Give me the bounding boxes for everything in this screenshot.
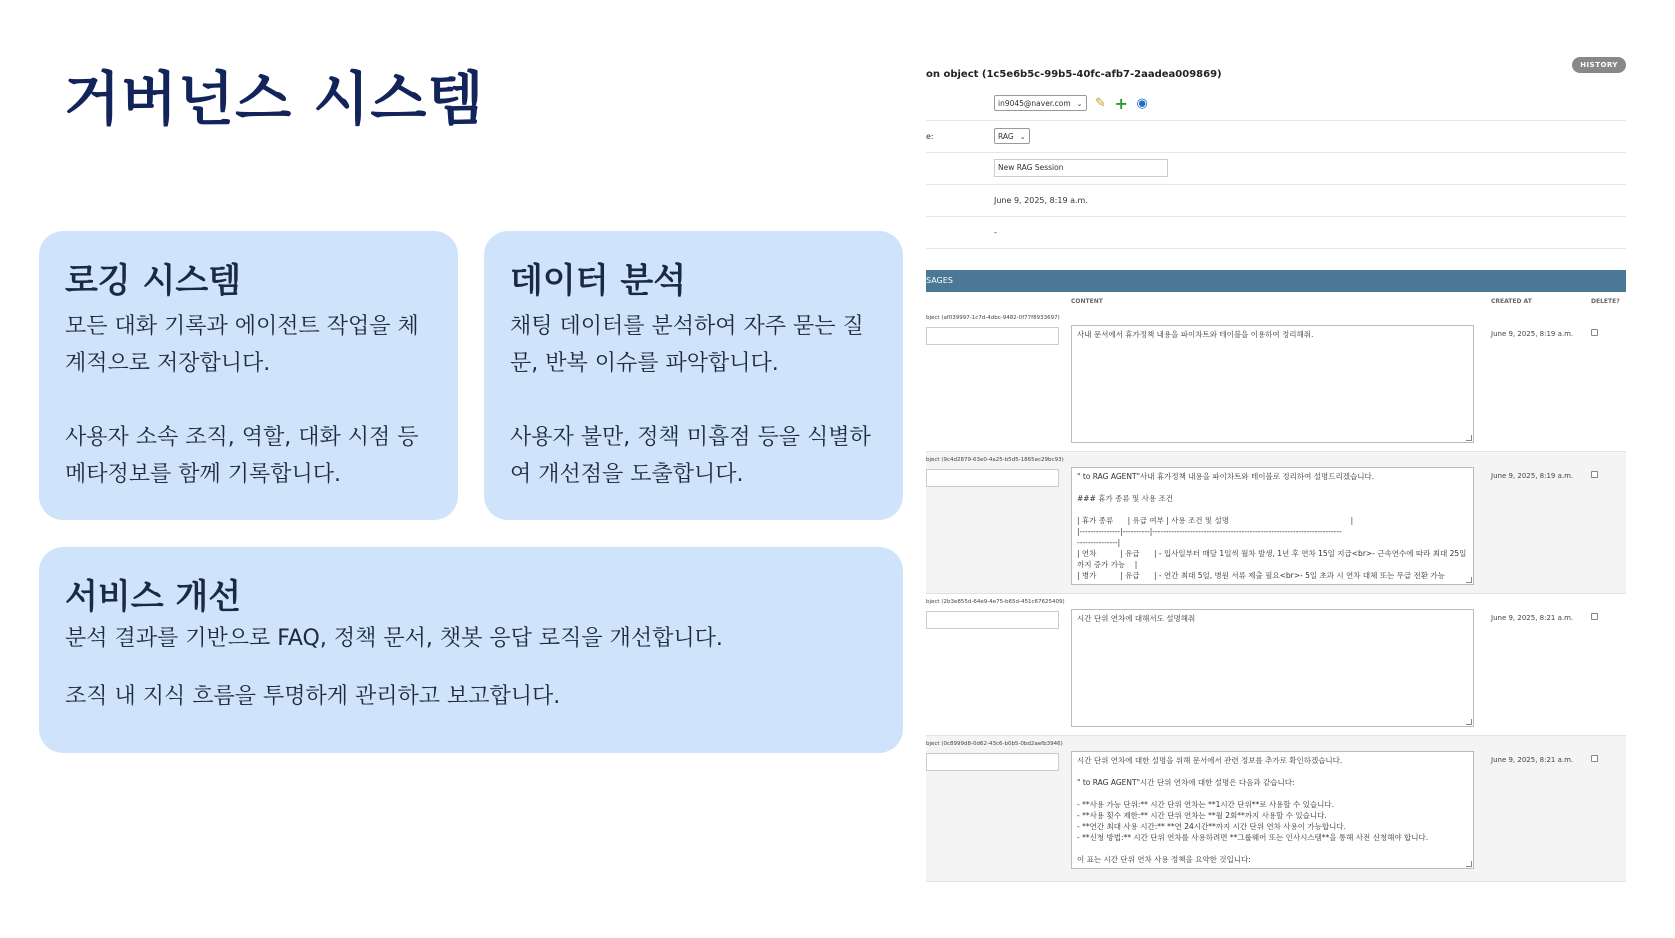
session-title-input[interactable]: New RAG Session [994,159,1168,177]
service-card-text-2: 조직 내 지식 흐름을 투명하게 관리하고 보고합니다. [65,684,561,709]
analysis-card [484,231,903,520]
message-role-input[interactable] [926,611,1059,629]
message-created-at: June 9, 2025, 8:19 a.m. [1491,330,1574,338]
message-id: bject (2b3e855d-64e9-4e75-b65d-451c67625409) [926,599,1065,605]
type-select[interactable]: RAG ⌄ [994,128,1030,144]
message-id: bject (af039997-1c7d-4dbc-9482-0f77f8933697) [926,315,1060,321]
analysis-card-text-2: 사용자 불만, 정책 미흡점 등을 식별하여 개선점을 도출합니다. [510,425,871,487]
delete-column-header: DELETE? [1591,298,1620,305]
type-row [926,121,1626,153]
message-row [926,452,1626,594]
message-content-textarea[interactable]: " to RAG AGENT"사내 휴가정책 내용을 파이차트와 테이블로 정리하여 설명드리겠습니다. ### 휴가 종류 및 사용 조건 | 휴가 종류 | 유급 여부 | 사용 조건 및 설명 | |---------------|----------|---------------------------------------------------------------------- ---------------| | 연차 | 유급 | - 입사일부터 매달 1일씩 월차 발생, 1년 후 연차 15일 지급<br>- 근속연수에 따라 최대 25일까지 증가 가능 | | 병가 | 유급 | - 연간 최대 5일, 병원 서류 제출 필요<br>- 5일 초과 시 연차 대체 또는 무급 전환 가능 [1071,467,1474,585]
message-created-at: June 9, 2025, 8:19 a.m. [1491,472,1574,480]
admin-screenshot [926,52,1626,882]
message-row [926,736,1626,882]
message-delete-checkbox[interactable] [1591,471,1598,478]
message-content-textarea[interactable]: 시간 단위 연차에 대해서도 설명해줘 [1071,609,1474,727]
service-card-title: 서비스 개선 [65,577,242,617]
message-row [926,594,1626,736]
user-select[interactable]: in9045@naver.com ⌄ [994,95,1087,111]
edit-pencil-icon[interactable]: ✎ [1095,96,1106,111]
add-plus-icon[interactable]: + [1114,94,1128,113]
created-row [926,185,1626,217]
dash-row [926,217,1626,249]
created-date: June 9, 2025, 8:19 a.m. [994,196,1088,205]
message-content-textarea[interactable]: 사내 문서에서 휴가정책 내용을 파이차트와 테이블을 이용하여 정리해줘. [1071,325,1474,443]
analysis-card-title: 데이터 분석 [510,261,687,301]
message-role-input[interactable] [926,469,1059,487]
logging-card-title: 로깅 시스템 [65,261,242,301]
view-eye-icon[interactable]: ◉ [1136,96,1148,111]
message-id: bject (0c8999d8-0d62-43c6-b0b5-0bd2aefb3946) [926,741,1063,747]
created-at-column-header: CREATED AT [1491,298,1532,305]
message-delete-checkbox[interactable] [1591,329,1598,336]
message-role-input[interactable] [926,753,1059,771]
analysis-card-text-1: 채팅 데이터를 분석하여 자주 묻는 질문, 반복 이슈를 파악합니다. [510,314,864,376]
service-card [39,547,903,753]
dash-value: - [994,228,997,237]
message-delete-checkbox[interactable] [1591,755,1598,762]
logging-card [39,231,458,520]
message-content-textarea[interactable]: 시간 단위 연차에 대한 설명을 위해 문서에서 관련 정보를 추가로 확인하겠습니다. " to RAG AGENT"시간 단위 연차에 대한 설명은 다음과 같습니다: - **사용 가능 단위:** 시간 단위 연차는 **1시간 단위**로 사용할 수 있습니다. - **사용 횟수 제한:** 시간 단위 연차는 **월 2회**까지 사용할 수 있습니다. - **연간 최대 사용 시간:** **연 24시간**까지 시간 단위 연차 사용이 가능합니다. - **신청 방법:** 시간 단위 연차를 사용하려면 **그룹웨어 또는 인사시스템**을 통해 사전 신청해야 합니다. 이 표는 시간 단위 연차 사용 정책을 요약한 것입니다: [1071,751,1474,869]
user-row [926,87,1626,121]
message-role-input[interactable] [926,327,1059,345]
messages-header: SAGES [926,270,1626,292]
logging-card-text-1: 모든 대화 기록과 에이전트 작업을 체계적으로 저장합니다. [65,314,419,376]
slide-title: 거버넌스 시스템 [64,65,485,133]
object-title: on object (1c5e6b5c-99b5-40fc-afb7-2aadea009869) [926,69,1222,80]
type-label: e: [926,132,934,141]
message-created-at: June 9, 2025, 8:21 a.m. [1491,614,1574,622]
message-delete-checkbox[interactable] [1591,613,1598,620]
title-row [926,153,1626,185]
content-column-header: CONTENT [1071,298,1103,305]
history-button[interactable]: HISTORY [1572,57,1626,73]
message-created-at: June 9, 2025, 8:21 a.m. [1491,756,1574,764]
service-card-text-1: 분석 결과를 기반으로 FAQ, 정책 문서, 챗봇 응답 로직을 개선합니다. [65,626,723,651]
message-id: bject (9c4d2879-63e0-4a25-b5d5-1865ec29bc93) [926,457,1064,463]
logging-card-text-2: 사용자 소속 조직, 역할, 대화 시점 등 메타정보를 함께 기록합니다. [65,425,419,487]
message-row [926,310,1626,452]
